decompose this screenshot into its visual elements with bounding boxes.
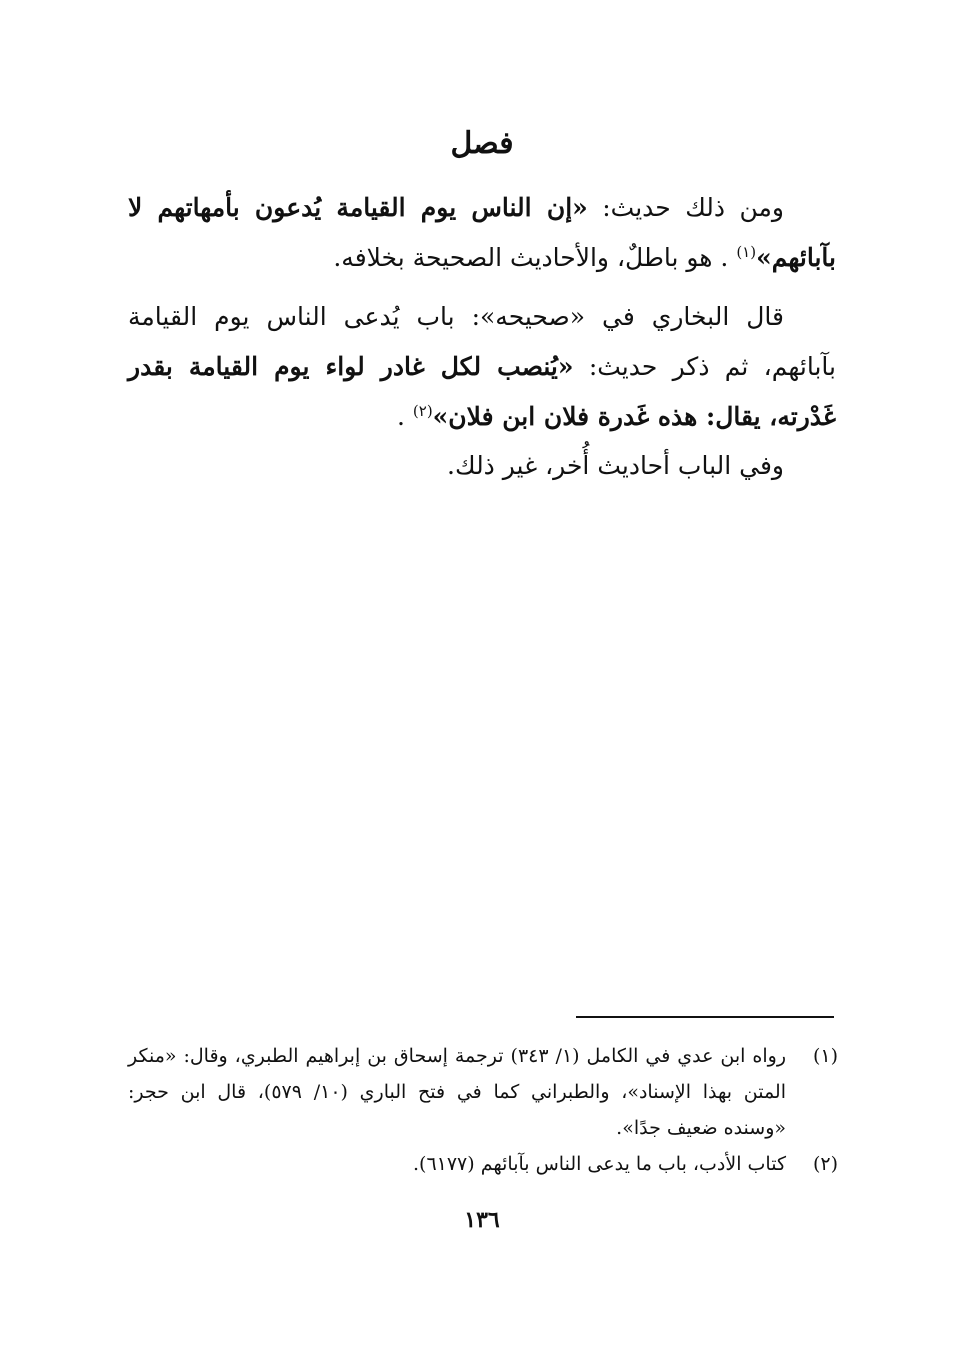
footnote-1-number: (١) [812, 1045, 838, 1067]
footnote-1 [128, 1038, 838, 1146]
paragraph-3 [128, 441, 836, 491]
footnotes [128, 1038, 838, 1182]
footnote-2-number: (٢) [812, 1153, 838, 1175]
paragraph-2 [128, 292, 836, 442]
paragraph-1-trail: . هو باطلٌ، والأحاديث الصحيحة بخلافه. [333, 243, 737, 272]
footnote-1-text: رواه ابن عدي في الكامل (١/ ٣٤٣) ترجمة إسحاق بن إبراهيم الطبري، وقال: «منكر المتن بهذا الإسناد»، والطبراني كما في فتح الباري (١٠/ ٥٧٩)، قال ابن حجر: «وسنده ضعيف جدًا». [128, 1045, 786, 1139]
paragraph-1-lead: ومن ذلك حديث: [587, 193, 784, 222]
footnote-2 [128, 1146, 838, 1182]
paragraph-1-text [128, 183, 836, 283]
page-number: ١٣٦ [464, 1207, 500, 1233]
paragraph-1 [128, 183, 836, 283]
footnote-ref-1[interactable]: (١) [736, 243, 757, 261]
paragraph-2-hadith-quote: «يُنصب لكل غادر لواء يوم القيامة بقدر غَدْرته، يقال: هذه غَدرة فلان ابن فلان» [128, 352, 836, 431]
footnote-ref-2[interactable]: (٢) [412, 402, 433, 420]
paragraph-1-hadith-quote: «إن الناس يوم القيامة يُدعون بأمهاتهم لا بآبائهم» [128, 193, 836, 272]
paragraph-2-lead: قال البخاري في «صحيحه»: باب يُدعى الناس يوم القيامة بآبائهم، ثم ذكر حديث: [128, 302, 836, 381]
section-title: فصل [450, 126, 514, 161]
paragraph-2-text [128, 292, 836, 442]
footnote-2-text: كتاب الأدب، باب ما يدعى الناس بآبائهم (٦١٧٧). [412, 1153, 786, 1175]
footnote-separator [576, 1016, 834, 1018]
paragraph-3-text: وفي الباب أحاديث أُخر، غير ذلك. [447, 451, 784, 480]
paragraph-2-trail: . [396, 402, 413, 431]
